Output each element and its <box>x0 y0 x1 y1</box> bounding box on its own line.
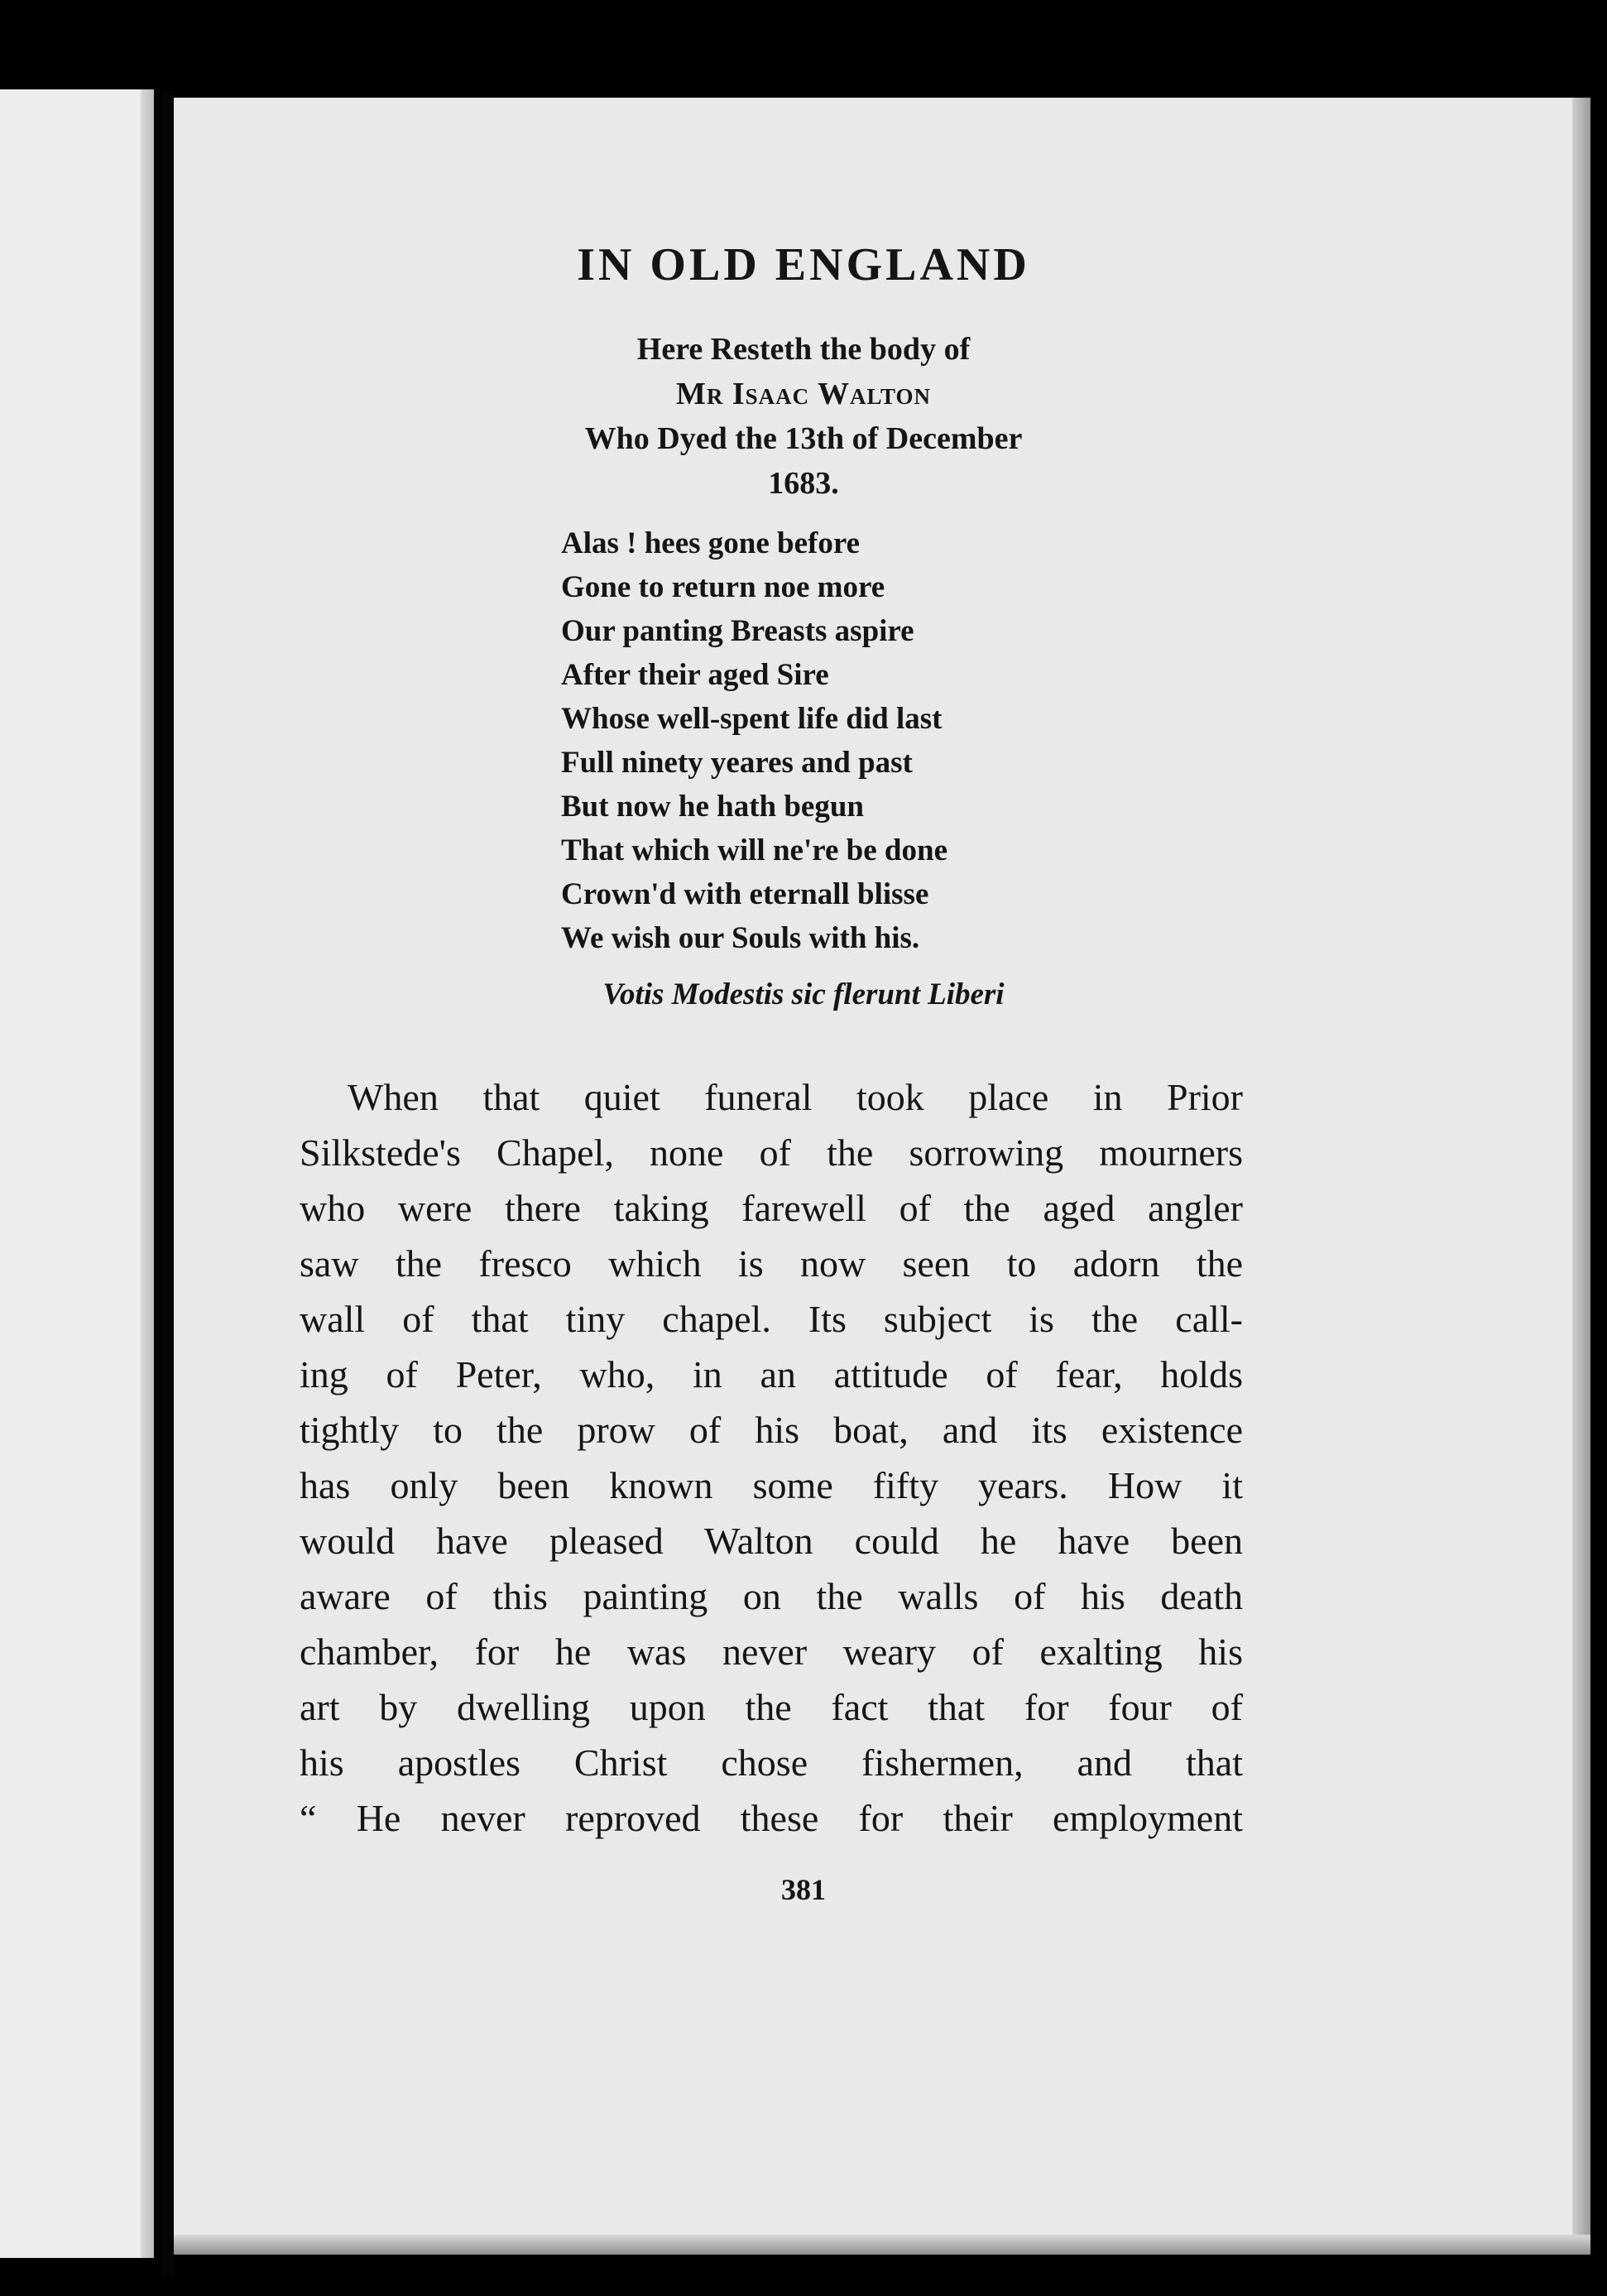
epitaph-verse <box>561 521 1140 960</box>
verse-line: Our panting Breasts aspire <box>561 614 914 648</box>
paragraph-line: chamber, for he was never weary of exalting his <box>300 1631 1243 1673</box>
inscription-line-4: 1683. <box>768 466 839 501</box>
body-paragraph <box>300 1069 1243 1846</box>
latin-motto: Votis Modestis sic flerunt Liberi <box>602 977 1005 1011</box>
verse-line: After their aged Sire <box>561 658 829 692</box>
paragraph-line: saw the fresco which is now seen to adorn the <box>300 1242 1243 1285</box>
paragraph-line: who were there taking farewell of the aged angler <box>300 1187 1243 1229</box>
paragraph-line: tightly to the prow of his boat, and its existence <box>300 1409 1243 1451</box>
running-heading: IN OLD ENGLAND <box>577 239 1030 291</box>
paragraph-line: art by dwelling upon the fact that for four of <box>300 1686 1243 1728</box>
verse-line: Full ninety yeares and past <box>561 746 913 780</box>
inscription-line-2: Mr Isaac Walton <box>675 377 932 411</box>
verse-line: Crown'd with eternall blisse <box>561 877 929 911</box>
verse-line: Alas ! hees gone before <box>561 526 861 560</box>
paragraph-line: wall of that tiny chapel. Its subject is the call- <box>300 1298 1243 1340</box>
paragraph-line: Silkstede's Chapel, none of the sorrowing mourners <box>300 1131 1243 1174</box>
inscription-line-3: Who Dyed the 13th of December <box>584 421 1023 456</box>
paragraph-line: has only been known some fifty years. How it <box>300 1464 1243 1506</box>
verse-line: That which will ne're be done <box>561 833 947 867</box>
paragraph-line: When that quiet funeral took place in Prior <box>348 1076 1243 1118</box>
paragraph-line: “ He never reproved these for their employment <box>300 1797 1243 1839</box>
verse-line: We wish our Souls with his. <box>561 921 920 955</box>
paragraph-line: would have pleased Walton could he have been <box>300 1520 1243 1562</box>
paragraph-line: ing of Peter, who, in an attitude of fear, holds <box>300 1353 1243 1395</box>
inscription-line-1: Here Resteth the body of <box>636 332 971 367</box>
paragraph-line: aware of this painting on the walls of his death <box>300 1575 1243 1617</box>
paragraph-line: his apostles Christ chose fishermen, and that <box>300 1741 1243 1784</box>
verse-line: Gone to return noe more <box>561 570 885 604</box>
verse-line: Whose well-spent life did last <box>561 702 943 736</box>
page-number: 381 <box>781 1873 826 1906</box>
verse-line: But now he hath begun <box>561 790 865 824</box>
page-bottom-edge <box>174 2235 1590 2255</box>
epitaph-inscription <box>0 327 1607 506</box>
